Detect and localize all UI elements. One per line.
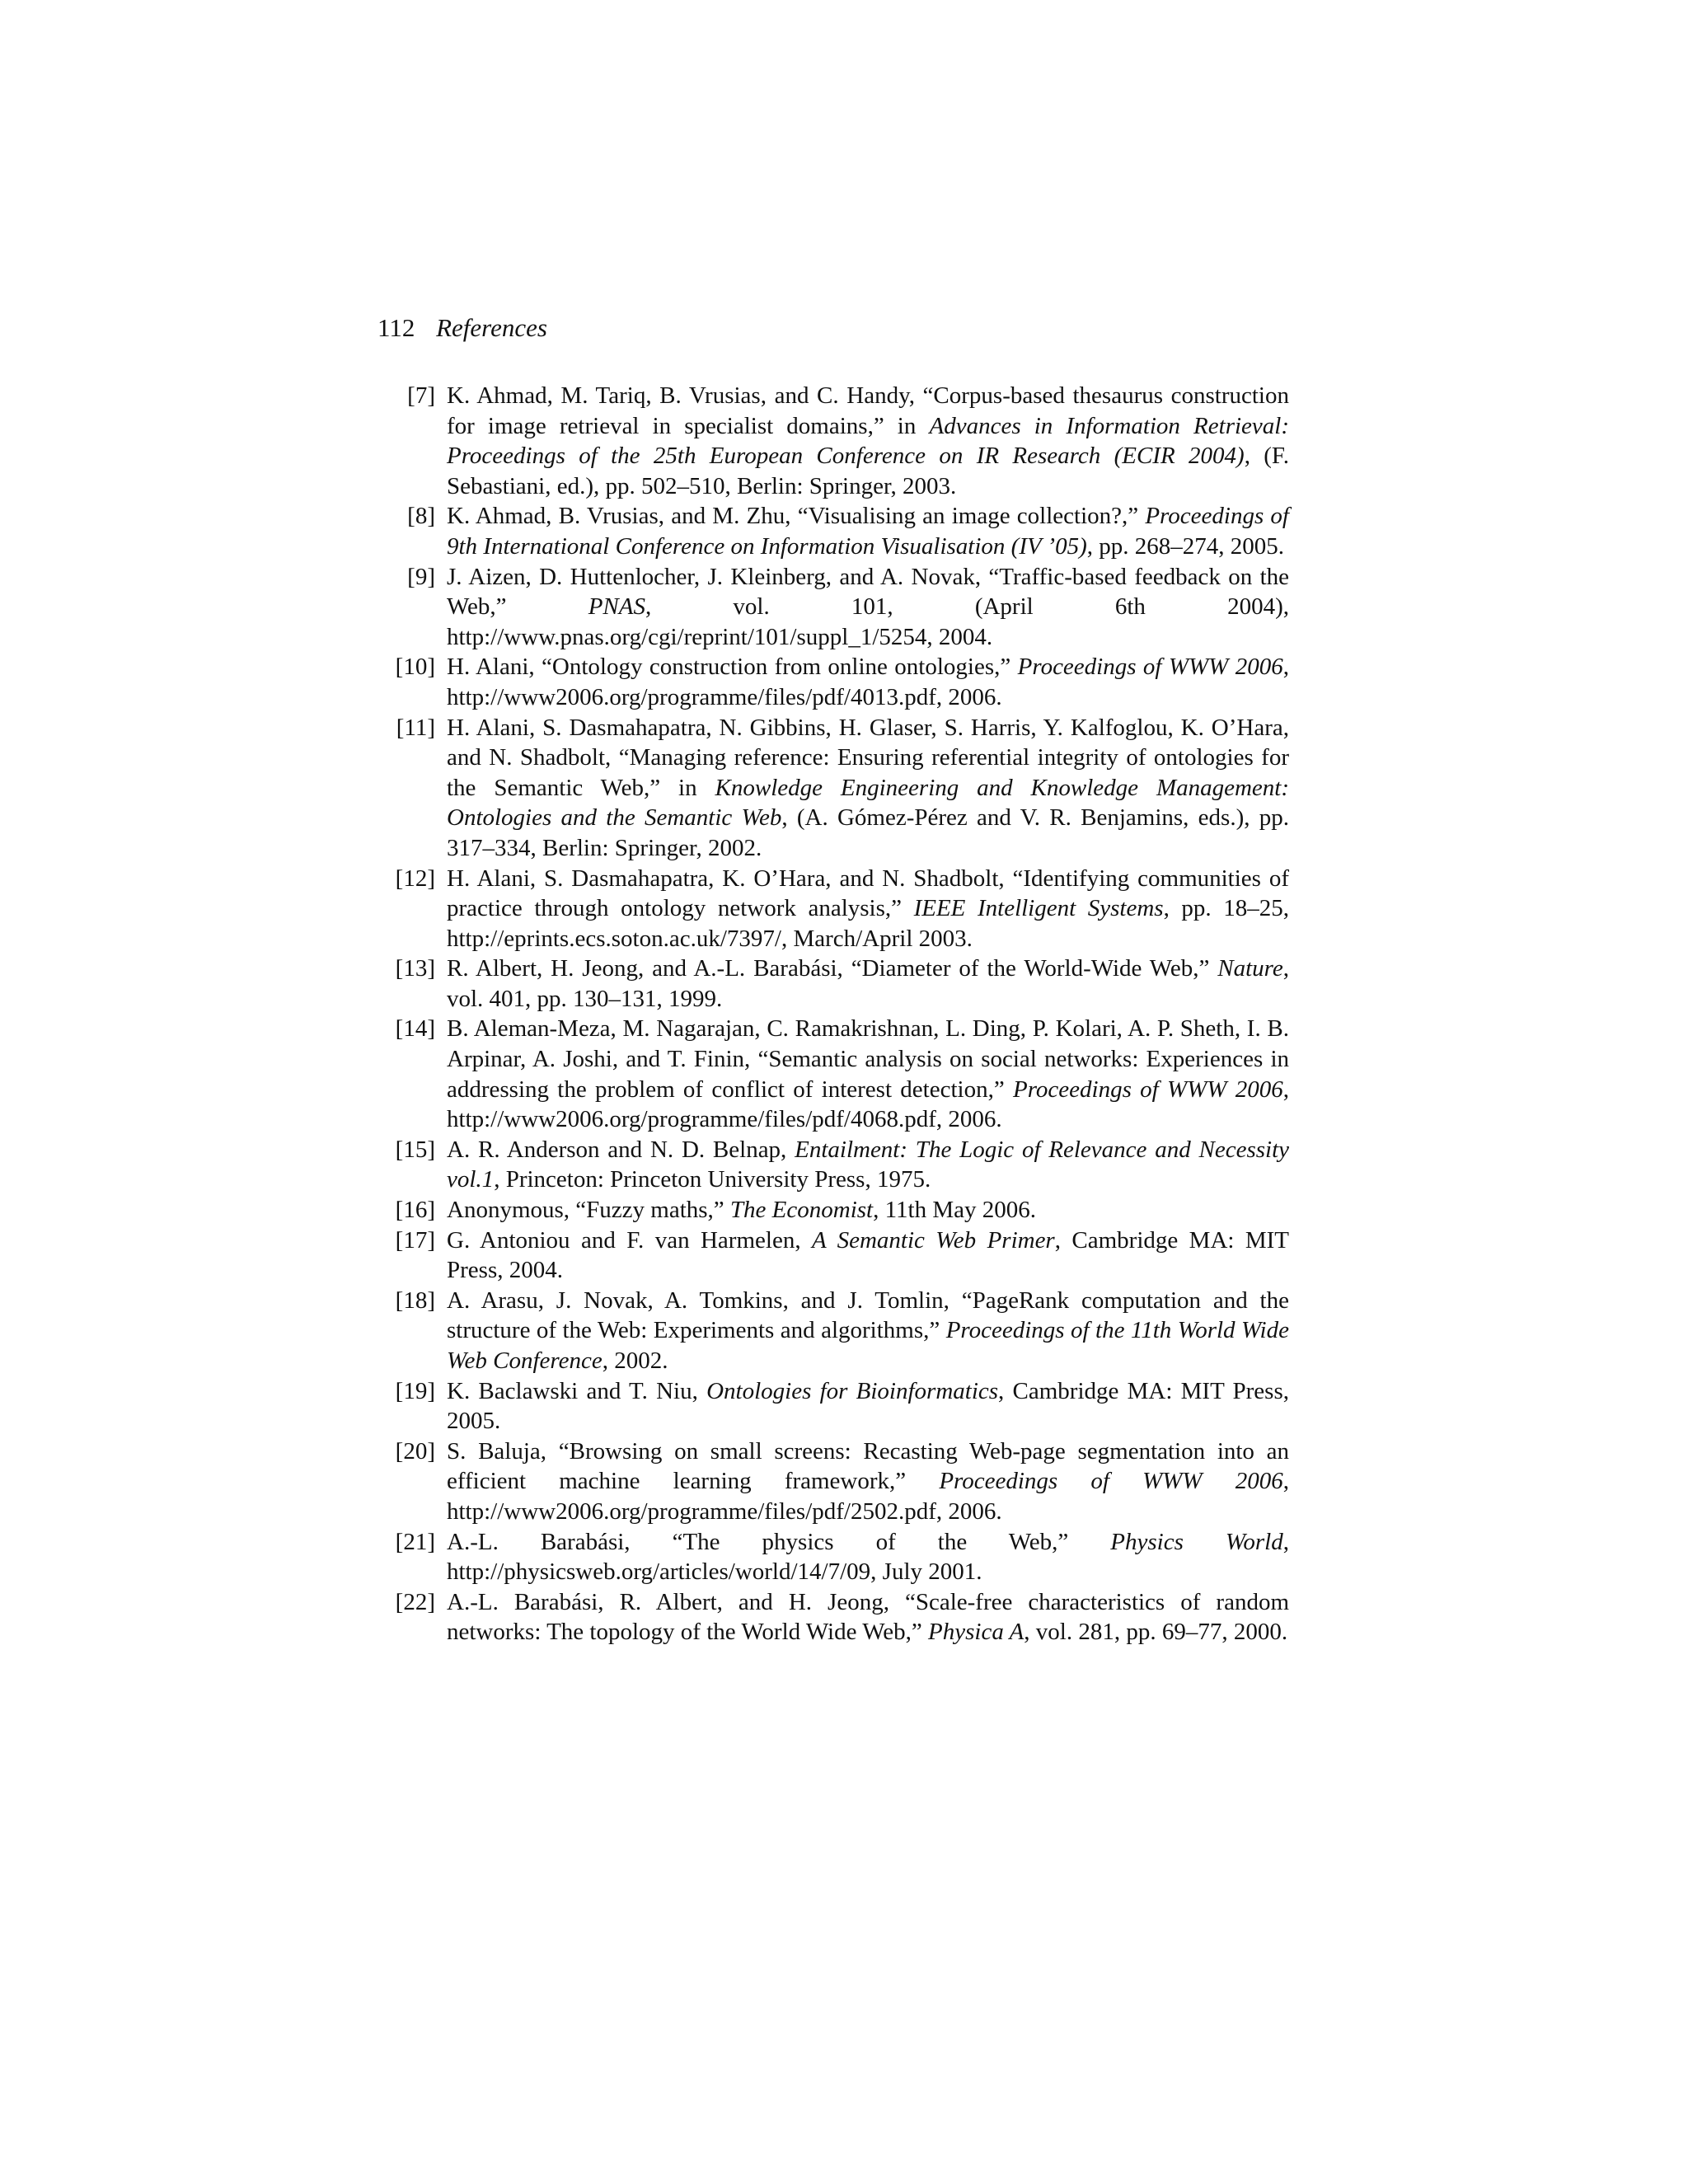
reference-venue: Nature <box>1217 955 1283 982</box>
reference-entry <box>387 1014 1289 1134</box>
section-title: References <box>436 313 547 342</box>
reference-venue: Proceedings of WWW 2006 <box>1017 654 1283 681</box>
reference-text: , http://www2006.org/programme/files/pdf/4068.pdf, 2006. <box>447 1076 1289 1133</box>
reference-text: A. R. Anderson and N. D. Belnap, <box>447 1136 795 1163</box>
reference-label: [10] <box>395 654 435 681</box>
reference-venue: Physica A <box>928 1619 1025 1646</box>
reference-label: [16] <box>395 1197 435 1224</box>
reference-label: [18] <box>395 1286 435 1314</box>
page-number: 112 <box>377 313 415 342</box>
reference-venue: Proceedings of WWW 2006 <box>1012 1076 1283 1103</box>
reference-entry <box>387 1376 1289 1436</box>
reference-label: [7] <box>407 382 435 409</box>
reference-text: B. Aleman-Meza, M. Nagarajan, C. Ramakrishnan, L. Ding, P. Kolari, A. P. Sheth, I. B. Arpinar, A. Joshi, and T. Finin, “Semantic analysis on social networks: Experiences in addressing the problem of conflict of interest detection,” <box>447 1015 1289 1103</box>
reference-label: [14] <box>395 1015 435 1043</box>
reference-text: , Princeton: Princeton University Press, 1975. <box>494 1166 931 1193</box>
reference-entry <box>387 1587 1289 1647</box>
reference-text: K. Ahmad, B. Vrusias, and M. Zhu, “Visualising an image collection?,” <box>447 503 1146 530</box>
reference-venue: Advances in Information Retrieval: Proceedings of the 25th European Conference on IR Research (ECIR 2004) <box>447 412 1289 470</box>
reference-venue: Physics World <box>1110 1528 1283 1555</box>
reference-list <box>387 381 1289 1647</box>
reference-label: [13] <box>395 955 435 982</box>
reference-label: [15] <box>395 1136 435 1163</box>
reference-text: A.-L. Barabási, R. Albert, and H. Jeong, “Scale-free characteristics of random networks: The topology of the World Wide Web,” <box>447 1588 1289 1646</box>
reference-text: J. Aizen, D. Huttenlocher, J. Kleinberg, and A. Novak, “Traffic-based feedback on the Web,” <box>447 563 1289 621</box>
reference-venue: Ontologies for Bioinformatics <box>706 1377 999 1404</box>
reference-label: [19] <box>395 1377 435 1404</box>
reference-text: , vol. 401, pp. 130–131, 1999. <box>447 955 1289 1012</box>
reference-text: K. Baclawski and T. Niu, <box>447 1377 707 1404</box>
running-head <box>377 312 547 344</box>
reference-text: , pp. 18–25, http://eprints.ecs.soton.ac.uk/7397/, March/April 2003. <box>447 895 1289 952</box>
reference-venue: Proceedings of WWW 2006 <box>939 1468 1283 1495</box>
reference-venue: Knowledge Engineering and Knowledge Management: Ontologies and the Semantic Web <box>447 774 1289 832</box>
reference-entry <box>387 652 1289 712</box>
reference-label: [20] <box>395 1437 435 1465</box>
reference-venue: The Economist <box>729 1197 874 1224</box>
reference-text: , vol. 101, (April 6th 2004), http://www.pnas.org/cgi/reprint/101/suppl_1/5254, 2004. <box>447 593 1289 650</box>
reference-entry <box>387 864 1289 954</box>
reference-venue: IEEE Intelligent Systems <box>913 895 1164 922</box>
reference-text: G. Antoniou and F. van Harmelen, <box>447 1226 812 1254</box>
reference-label: [8] <box>407 503 435 530</box>
reference-entry <box>387 562 1289 653</box>
reference-text: K. Ahmad, M. Tariq, B. Vrusias, and C. Handy, “Corpus-based thesaurus construction for image retrieval in specialist domains,” in <box>447 382 1289 439</box>
reference-text: , (A. Gómez-Pérez and V. R. Benjamins, eds.), pp. 317–334, Berlin: Springer, 2002. <box>447 804 1289 861</box>
reference-text: , (F. Sebastiani, ed.), pp. 502–510, Berlin: Springer, 2003. <box>447 443 1289 499</box>
reference-text: S. Baluja, “Browsing on small screens: Recasting Web-page segmentation into an efficient machine learning framework,” <box>447 1437 1289 1495</box>
reference-text: A. Arasu, J. Novak, A. Tomkins, and J. Tomlin, “PageRank computation and the structure of the Web: Experiments and algorithms,” <box>447 1286 1289 1344</box>
reference-entry <box>387 501 1289 561</box>
reference-text: , http://physicsweb.org/articles/world/14/7/09, July 2001. <box>447 1528 1289 1586</box>
reference-entry <box>387 954 1289 1014</box>
reference-label: [9] <box>407 563 435 590</box>
reference-venue: A Semantic Web Primer <box>811 1226 1055 1254</box>
reference-text: , 11th May 2006. <box>873 1197 1036 1224</box>
reference-venue: PNAS <box>588 593 645 621</box>
reference-entry <box>387 1527 1289 1587</box>
reference-text: , Cambridge MA: MIT Press, 2005. <box>447 1377 1289 1435</box>
reference-label: [22] <box>395 1588 435 1615</box>
reference-text: , http://www2006.org/programme/files/pdf/4013.pdf, 2006. <box>447 654 1289 710</box>
reference-entry <box>387 381 1289 501</box>
reference-entry <box>387 713 1289 864</box>
reference-entry <box>387 1436 1289 1527</box>
reference-venue: Proceedings of 9th International Conference on Information Visualisation (IV ’05) <box>447 503 1289 560</box>
reference-label: [11] <box>396 714 435 741</box>
reference-entry <box>387 1286 1289 1376</box>
reference-text: , 2002. <box>602 1347 668 1374</box>
reference-text: , http://www2006.org/programme/files/pdf/2502.pdf, 2006. <box>447 1468 1289 1525</box>
reference-text: , pp. 268–274, 2005. <box>1086 532 1284 560</box>
reference-label: [12] <box>395 865 435 892</box>
reference-text: H. Alani, S. Dasmahapatra, N. Gibbins, H. Glaser, S. Harris, Y. Kalfoglou, K. O’Hara, and N. Shadbolt, “Managing reference: Ensuring referential integrity of ontologies for the Semantic Web,” in <box>447 714 1289 801</box>
reference-text: H. Alani, “Ontology construction from online ontologies,” <box>447 654 1018 681</box>
reference-venue: Entailment: The Logic of Relevance and Necessity vol.1 <box>447 1136 1289 1193</box>
reference-entry <box>387 1195 1289 1226</box>
reference-entry <box>387 1226 1289 1286</box>
reference-text: H. Alani, S. Dasmahapatra, K. O’Hara, and N. Shadbolt, “Identifying communities of practice through ontology network analysis,” <box>447 865 1289 922</box>
reference-label: [21] <box>395 1528 435 1555</box>
reference-text: , vol. 281, pp. 69–77, 2000. <box>1024 1619 1288 1646</box>
reference-text: Anonymous, “Fuzzy maths,” <box>447 1197 730 1224</box>
reference-text: , Cambridge MA: MIT Press, 2004. <box>447 1226 1290 1284</box>
reference-text: A.-L. Barabási, “The physics of the Web,” <box>447 1528 1111 1555</box>
reference-entry <box>387 1135 1289 1195</box>
reference-text: R. Albert, H. Jeong, and A.-L. Barabási, “Diameter of the World-Wide Web,” <box>447 955 1218 982</box>
reference-label: [17] <box>395 1226 435 1254</box>
reference-venue: Proceedings of the 11th World Wide Web Conference <box>447 1317 1289 1374</box>
